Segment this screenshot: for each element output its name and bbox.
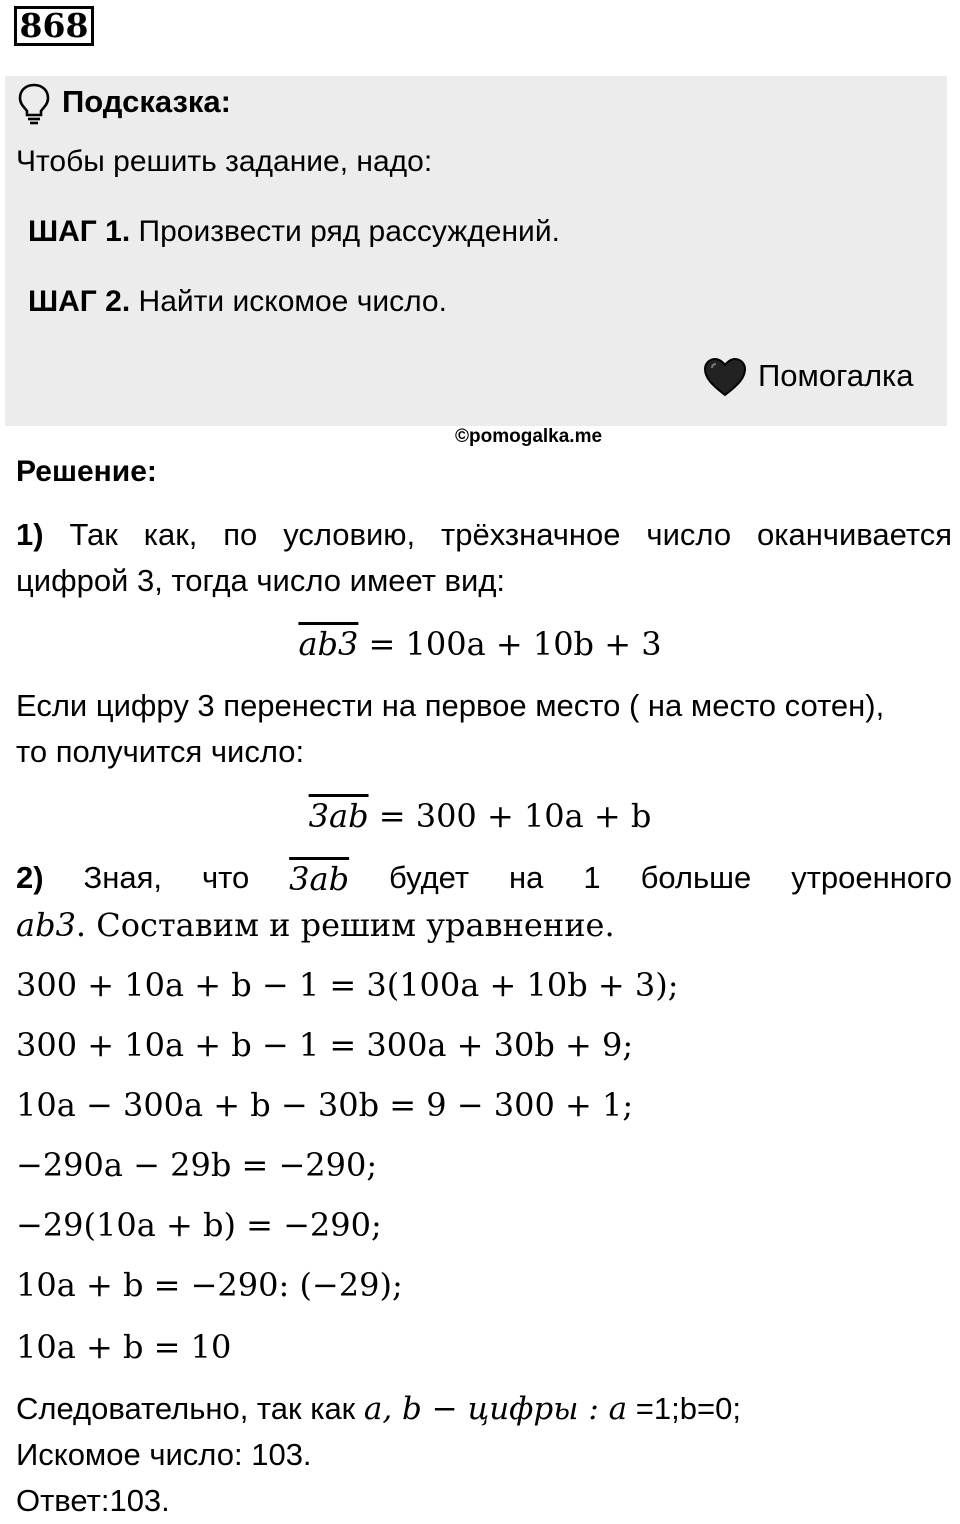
answer-line: Искомое число: 103. [16, 1437, 312, 1472]
equation-2 [0, 797, 960, 835]
paragraph-3-line-2 [16, 906, 615, 944]
paragraph-1-line-1 [16, 517, 952, 553]
brand-name: Помогалка [758, 358, 914, 393]
step-text: Найти искомое число. [138, 285, 447, 318]
conclusion-math: a, b − цифры : a [363, 1391, 628, 1427]
number-notation: ab3 [298, 625, 359, 663]
number-notation: 3ab [308, 797, 369, 835]
hint-step-2 [28, 285, 447, 319]
equation-line: −290a − 29b = −290; [16, 1146, 378, 1184]
paragraph-text: Так как, по условию, трёхзначное число оканчивается [69, 517, 952, 552]
step-text: Произвести ряд рассуждений. [138, 215, 560, 248]
solution-heading: Решение: [16, 455, 157, 488]
word: 1 [583, 860, 601, 895]
conclusion-line [16, 1391, 741, 1427]
word: утроенного [791, 860, 952, 895]
equation-line: 300 + 10a + b − 1 = 300a + 30b + 9; [16, 1026, 634, 1064]
hint-title: Подсказка: [62, 84, 231, 119]
word: на [509, 860, 544, 895]
equation-line: 10a − 300a + b − 30b = 9 − 300 + 1; [16, 1086, 634, 1124]
equation-rhs: = 300 + 10a + b [378, 797, 652, 835]
copyright: ©pomogalka.me [455, 426, 603, 447]
equation-line: 10a + b = −290: (−29); [16, 1266, 403, 1304]
lightbulb-icon [17, 82, 51, 126]
paragraph-2-line-1: Если цифру 3 перенести на первое место ( на место сотен), [16, 688, 885, 723]
conclusion-values: =1;b=0; [627, 1391, 741, 1426]
number-notation: 3ab [289, 860, 350, 898]
paragraph-text: . Составим и решим уравнение. [75, 906, 615, 944]
step-number: 2) [16, 860, 44, 895]
word: что [201, 860, 250, 895]
paragraph-2-line-2: то получится число: [16, 734, 305, 769]
word: Зная, [83, 860, 163, 895]
equation-rhs: = 100a + 10b + 3 [368, 625, 662, 663]
heart-icon [702, 356, 748, 398]
problem-number: 868 [14, 6, 94, 46]
conclusion-text: Следовательно, так как [16, 1391, 364, 1426]
hint-intro: Чтобы решить задание, надо: [16, 145, 433, 178]
word: больше [640, 860, 752, 895]
equation-line: 10a + b = 10 [16, 1328, 232, 1366]
number-notation: ab3 [16, 906, 76, 944]
hint-step-1 [28, 215, 560, 249]
word: будет [389, 860, 470, 895]
final-answer: Ответ:103. [16, 1483, 170, 1518]
equation-line: 300 + 10a + b − 1 = 3(100a + 10b + 3); [16, 966, 679, 1004]
equation-line: −29(10a + b) = −290; [16, 1206, 382, 1244]
step-number: 1) [16, 517, 44, 552]
paragraph-3-line-1 [16, 860, 952, 898]
step-label: ШАГ 1. [28, 215, 131, 248]
step-label: ШАГ 2. [28, 285, 131, 318]
paragraph-1-line-2: цифрой 3, тогда число имеет вид: [16, 563, 506, 598]
equation-1 [0, 625, 960, 663]
